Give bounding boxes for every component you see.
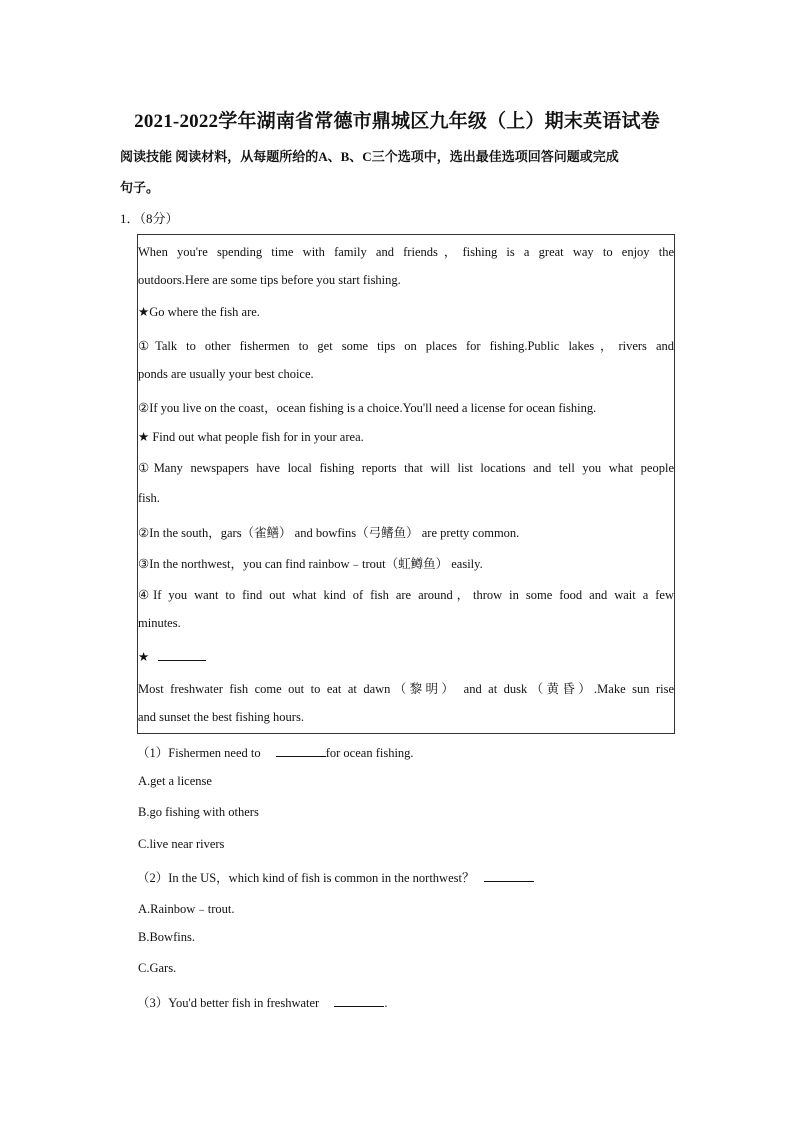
answer-blank[interactable]	[276, 744, 326, 757]
passage-line: ponds are usually your best choice.	[138, 367, 314, 381]
passage-heading-blank-line	[138, 648, 674, 665]
passage-line: and sunset the best fishing hours.	[138, 710, 304, 724]
passage-line: ★ Find out what people fish for in your area.	[138, 430, 364, 444]
passage-line: ④If you want to find out what kind of fish are around，throw in some food and wait a few	[138, 588, 674, 602]
option-c[interactable]: C.Gars.	[138, 961, 177, 975]
sub-question-stem-end: .	[384, 996, 388, 1010]
passage-line: ③In the northwest，you can find rainbow﹣trout（虹鳟鱼） easily.	[138, 557, 483, 571]
sub-question-2	[137, 868, 534, 886]
passage-line: ②If you live on the coast，ocean fishing is a choice.You'll need a license for ocean fishing.	[138, 401, 597, 415]
exam-title: 2021-2022学年湖南省常德市鼎城区九年级（上）期末英语试卷	[134, 111, 660, 132]
sub-question-stem-end: for ocean fishing.	[325, 746, 414, 760]
option-a[interactable]: A.Rainbow﹣trout.	[138, 902, 235, 916]
sub-question-1	[137, 743, 414, 761]
passage-line: ①Many newspapers have local fishing reports that will list locations and tell you what people	[138, 461, 674, 475]
option-a[interactable]: A.get a license	[138, 774, 212, 788]
sub-question-3	[137, 993, 387, 1011]
option-b[interactable]: B.go fishing with others	[138, 805, 259, 819]
option-c[interactable]: C.live near rivers	[138, 837, 225, 851]
passage-line: fish.	[138, 491, 160, 505]
passage-line: When you're spending time with family and friends，fishing is a great way to enjoy the	[138, 245, 674, 259]
instruction-line-1: 阅读技能 阅读材料，从每题所给的A、B、C三个选项中，选出最佳选项回答问题或完成	[120, 149, 619, 164]
star-icon: ★	[138, 650, 150, 664]
passage-line: outdoors.Here are some tips before you start fishing.	[138, 273, 401, 287]
question-number: 1．（8分）	[120, 211, 179, 226]
passage-line: ②In the south，gars（雀鳝） and bowfins（弓鳍鱼） are pretty common.	[138, 526, 520, 540]
answer-blank[interactable]	[334, 994, 384, 1007]
heading-answer-blank[interactable]	[158, 648, 206, 661]
sub-question-stem: （1）Fishermen need to	[137, 746, 261, 760]
answer-blank[interactable]	[484, 869, 534, 882]
instruction-line-2: 句子。	[120, 180, 160, 195]
passage-line: Most freshwater fish come out to eat at dawn（黎明） and at dusk（黄昏）.Make sun rise	[138, 682, 674, 696]
option-b[interactable]: B.Bowfins.	[138, 930, 195, 944]
sub-question-stem: （2）In the US，which kind of fish is common in the northwest？	[137, 871, 475, 885]
passage-line: ★Go where the fish are.	[138, 305, 260, 319]
sub-question-stem: （3）You'd better fish in freshwater	[137, 996, 320, 1010]
passage-line: minutes.	[138, 616, 181, 630]
passage-line: ①Talk to other fishermen to get some tips on places for fishing.Public lakes，rivers and	[138, 339, 674, 353]
